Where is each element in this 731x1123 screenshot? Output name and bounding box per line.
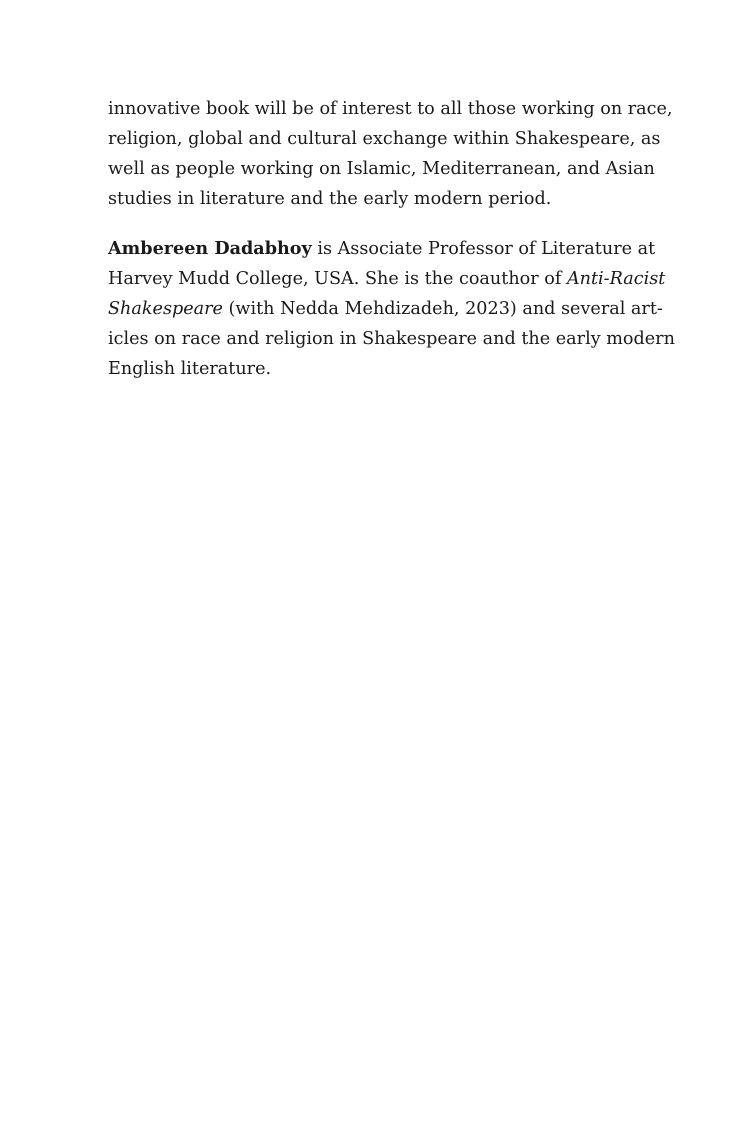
book-title: Anti-Racist (566, 269, 666, 289)
text-line (108, 264, 666, 294)
text-line: innovative book will be of interest to all those working on race, (108, 99, 673, 119)
book-title: Shakespeare (108, 299, 223, 319)
author-name: Ambereen Dadabhoy (108, 238, 312, 259)
text-span: is Associate Professor of Literature at (311, 239, 656, 259)
text-span: (with Nedda Mehdizadeh, 2023) and several art- (222, 299, 663, 319)
text-line: English literature. (108, 359, 272, 379)
text-line: studies in literature and the early modern period. (108, 189, 552, 209)
text-span: Harvey Mudd College, USA. She is the coauthor of (108, 269, 567, 289)
text-line: well as people working on Islamic, Mediterranean, and Asian (108, 159, 655, 179)
book-description-paragraph (108, 94, 673, 214)
author-bio-paragraph (108, 234, 675, 384)
text-line: icles on race and religion in Shakespeare and the early modern (108, 329, 675, 349)
text-line (108, 234, 656, 264)
text-line (108, 294, 663, 324)
text-line: religion, global and cultural exchange within Shakespeare, as (108, 129, 661, 149)
